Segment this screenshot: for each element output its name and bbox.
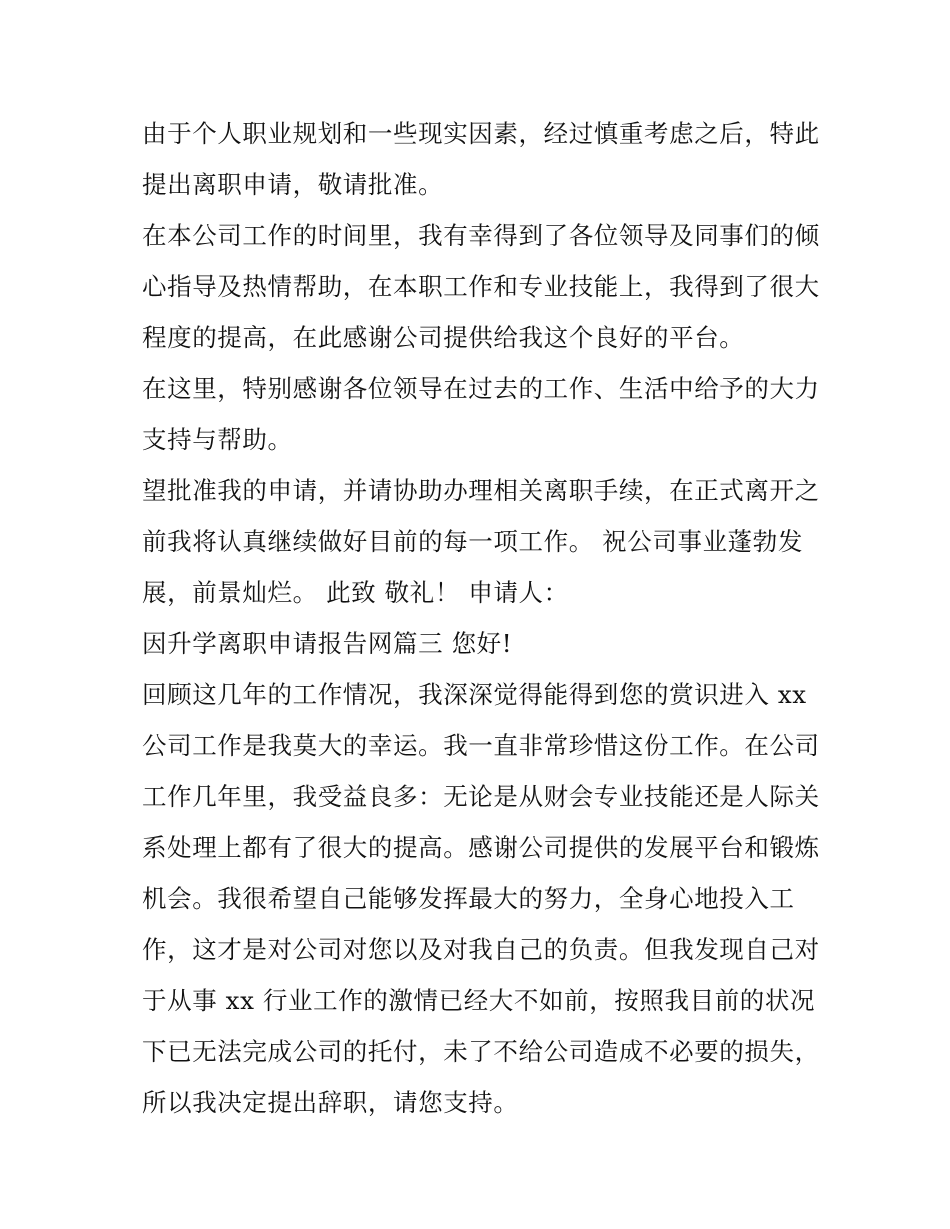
text-line: 支持与帮助。 [142, 425, 293, 454]
text-line: 系处理上都有了很大的提高。感谢公司提供的发展平台和锻炼 [142, 833, 820, 862]
text-line: 工作几年里，我受益良多：无论是从财会专业技能还是人际关 [142, 782, 820, 811]
text-line: 作，这才是对公司对您以及对我自己的负责。但我发现自己对 [142, 935, 820, 964]
text-line: 公司工作是我莫大的幸运。我一直非常珍惜这份工作。在公司 [142, 731, 820, 760]
letter-body [142, 108, 822, 1128]
section-heading: 因升学离职申请报告网篇三 您好! [142, 629, 513, 658]
text-line: 机会。我很希望自己能够发挥最大的努力，全身心地投入工 [142, 884, 795, 913]
text-line: 在本公司工作的时间里，我有幸得到了各位领导及同事们的倾 [142, 221, 820, 250]
text-line: 展，前景灿烂。 此致 敬礼！ 申请人： [142, 578, 569, 607]
text-line: 望批准我的申请，并请协助办理相关离职手续，在正式离开之 [142, 476, 820, 505]
text-line: 所以我决定提出辞职，请您支持。 [142, 1088, 519, 1117]
text-line: 前我将认真继续做好目前的每一项工作。 祝公司事业蓬勃发 [142, 527, 803, 556]
text-line: 于从事 xx 行业工作的激情已经大不如前，按照我目前的状况 [142, 986, 816, 1015]
text-line: 程度的提高，在此感谢公司提供给我这个良好的平台。 [142, 323, 745, 352]
text-line: 回顾这几年的工作情况，我深深觉得能得到您的赏识进入 xx [142, 680, 807, 709]
text-line: 心指导及热情帮助，在本职工作和专业技能上，我得到了很大 [142, 272, 820, 301]
text-line: 下已无法完成公司的托付，未了不给公司造成不必要的损失， [142, 1037, 820, 1066]
text-line: 在这里，特别感谢各位领导在过去的工作、生活中给予的大力 [142, 374, 820, 403]
text-line: 提出离职申请，敬请批准。 [142, 170, 444, 199]
text-line: 由于个人职业规划和一些现实因素，经过慎重考虑之后，特此 [142, 119, 820, 148]
